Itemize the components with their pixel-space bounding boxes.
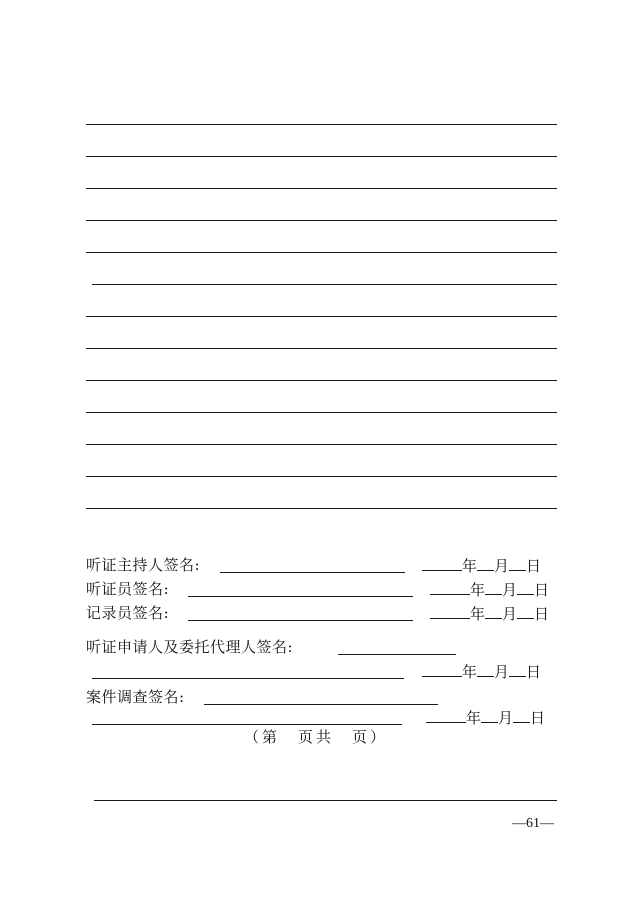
- recorder-signature-date: 年 月 日: [430, 604, 549, 623]
- applicant-signature-date: 年 月 日: [422, 662, 541, 681]
- record-line: [92, 284, 557, 285]
- record-line: [86, 124, 557, 125]
- record-line: [86, 476, 557, 477]
- record-line: [86, 444, 557, 445]
- year-blank[interactable]: [426, 708, 466, 723]
- investigator-signature-label: 案件调查签名:: [86, 688, 185, 706]
- applicant-signature-label: 听证申请人及委托代理人签名:: [86, 638, 294, 656]
- page-count: （第 页共 页）: [244, 728, 389, 746]
- officer-signature-label: 听证员签名:: [86, 580, 170, 598]
- applicant-signature-field-2[interactable]: [92, 678, 404, 679]
- host-signature-field[interactable]: [220, 572, 405, 573]
- record-line: [86, 316, 557, 317]
- host-signature-label: 听证主持人签名:: [86, 556, 201, 574]
- officer-signature-date: 年 月 日: [430, 580, 549, 599]
- day-blank[interactable]: [509, 556, 526, 571]
- year-blank[interactable]: [430, 604, 470, 619]
- year-blank[interactable]: [422, 662, 462, 677]
- day-blank[interactable]: [517, 604, 534, 619]
- record-line: [86, 252, 557, 253]
- record-line: [86, 412, 557, 413]
- host-signature-date: 年 月 日: [422, 556, 541, 575]
- applicant-signature-field[interactable]: [338, 654, 456, 655]
- investigator-signature-field-2[interactable]: [92, 724, 402, 725]
- record-line: [86, 380, 557, 381]
- officer-signature-field[interactable]: [188, 596, 413, 597]
- month-blank[interactable]: [477, 556, 494, 571]
- footer-divider: [94, 800, 557, 801]
- month-blank[interactable]: [485, 580, 502, 595]
- investigator-signature-date: 年 月 日: [426, 708, 545, 727]
- month-blank[interactable]: [477, 662, 494, 677]
- investigator-signature-field[interactable]: [204, 704, 438, 705]
- record-line: [86, 348, 557, 349]
- year-blank[interactable]: [430, 580, 470, 595]
- month-blank[interactable]: [481, 708, 498, 723]
- recorder-signature-field[interactable]: [188, 620, 413, 621]
- record-line: [86, 188, 557, 189]
- day-blank[interactable]: [517, 580, 534, 595]
- record-line: [86, 220, 557, 221]
- recorder-signature-label: 记录员签名:: [86, 604, 170, 622]
- record-line: [86, 508, 557, 509]
- page-number: —61—: [512, 816, 554, 831]
- month-blank[interactable]: [485, 604, 502, 619]
- day-blank[interactable]: [509, 662, 526, 677]
- record-line: [86, 156, 557, 157]
- day-blank[interactable]: [513, 708, 530, 723]
- year-blank[interactable]: [422, 556, 462, 571]
